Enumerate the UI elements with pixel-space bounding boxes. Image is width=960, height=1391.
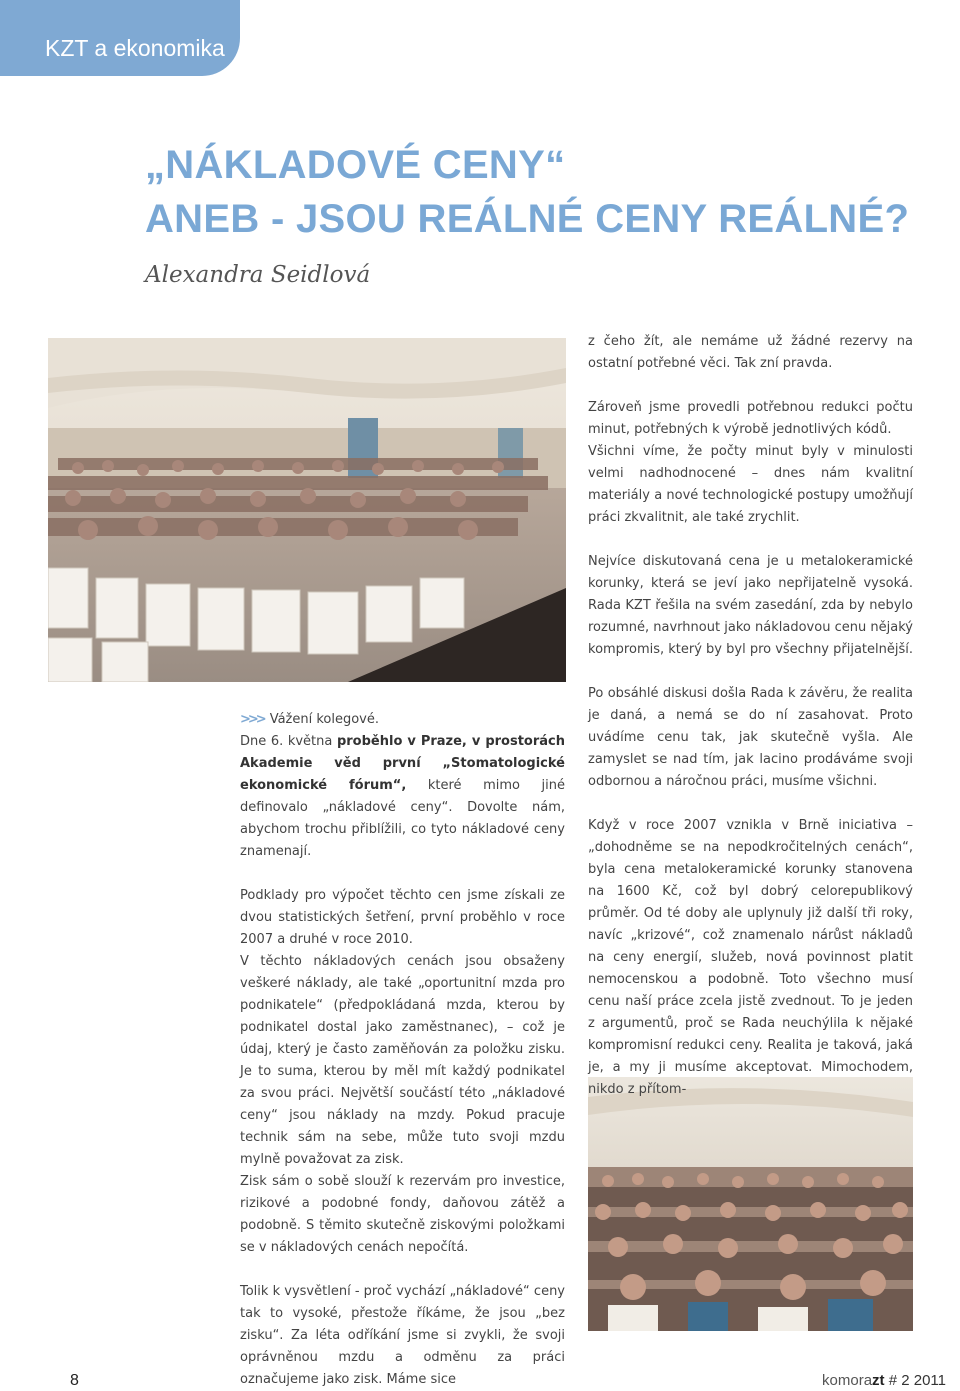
issue-info: # 2 2011 — [884, 1372, 946, 1389]
article-title — [145, 138, 925, 246]
paragraph: z čeho žít, ale nemáme už žádné rezervy na ostatní potřebné věci. Tak zní pravda. — [588, 334, 913, 371]
section-tab — [0, 0, 240, 76]
brand-name-bold: zt — [872, 1372, 885, 1389]
paragraph: Tolik k vysvětlení - proč vychází „nákladové“ ceny tak to vysoké, přestože říkáme, že jsou „bez zisku“. Za léta odříkání jsme si zvykli, že svoji oprávněnou mzdu a odměnu za práci označujeme jako zisk. Máme sice — [240, 1284, 565, 1387]
paragraph: Po obsáhlé diskusi došla Rada k závěru, že realita je daná, a nemá se do ní zasahovat. Proto uvádíme cenu tak, jak skutečně vyšla. Ale zamyslet se nad tím, jak lacino prodáváme svoji odbornou a náročnou práci, musíme všichni. — [588, 686, 913, 789]
brand-name: komora — [822, 1372, 873, 1389]
intro-text-continued: které mimo jiné definovalo „nákladové ceny“. Dovolte nám, abychom trochu přiblížili, co tyto nákladové ceny znamenají. — [240, 778, 566, 859]
right-text-column — [588, 331, 913, 1101]
intro-paragraph — [240, 731, 565, 863]
title-line-2: ANEB - JSOU REÁLNÉ CENY REÁLNÉ? — [145, 197, 910, 241]
audience-closeup-photo — [588, 1077, 913, 1331]
greeting-line — [240, 709, 565, 731]
paragraph: Když v roce 2007 vznikla v Brně iniciativa – „dohodněme se na nepodkročitelných cenách“, byla cena metalokeramické korunky stanovena na 1600 Kč, což byl dobrý celorepublikový průměr. Od té doby ale uplynuly již další tři roky, navíc „krizové“, což znamenalo nárůst nákladů na ceny energií, služeb, nová povinnost platit nemocenskou a podobně. Toto všechno musí cenu naší práce zcela jistě zvednout. To je jeden z argumentů, proč se Rada neuchýlila k nějaké kompromisní redukci ceny. Realita je taková, jaká je, a my ji musíme akceptovat. Mimochodem, nikdo z přítom- — [588, 818, 913, 1097]
magazine-footer — [822, 1372, 946, 1389]
conference-audience-photo — [48, 338, 566, 682]
paragraph: Zároveň jsme provedli potřebnou redukci počtu minut, potřebných k výrobě jednotlivých kódů. — [588, 400, 913, 437]
page-number: 8 — [70, 1372, 79, 1389]
intro-text: Dne 6. května — [240, 734, 337, 749]
arrows-icon: >>> — [240, 712, 264, 727]
left-text-column — [240, 709, 565, 1391]
paragraph: V těchto nákladových cenách jsou obsaženy veškeré náklady, ale také „oportunitní mzda pro podnikatele“ (předpokládaná mzda, kterou by podnikatel dostal jako zaměstnanec), – což je údaj, který je často zaměňován za položku zisku. Je to suma, kterou by měl mít každý podnikatel za svou práci. Největší součástí této „nákladové ceny“ jsou náklady na mzdy. Pokud pracuje technik sám na sebe, může tuto svoji mzdu mylně považovat za zisk. — [240, 954, 565, 1167]
title-line-1: „NÁKLADOVÉ CENY“ — [145, 143, 566, 187]
greeting: Vážení kolegové. — [269, 712, 380, 727]
section-label: KZT a ekonomika — [45, 35, 225, 61]
paragraph: Podklady pro výpočet těchto cen jsme získali ze dvou statistických šetření, první proběhlo v roce 2007 a druhé v roce 2010. — [240, 888, 565, 947]
paragraph: Všichni víme, že počty minut byly v minulosti velmi nadhodnocené – dnes nám kvalitní materiály a nové technologické postupy umožňují práci zkvalitnit, ale také zrychlit. — [588, 444, 913, 525]
paragraph: Zisk sám o sobě slouží k rezervám pro investice, rizikové a podobné fondy, daňovou zátěž a podobně. S těmito skutečně ziskovými položkami se v nákladových cenách nepočítá. — [240, 1174, 565, 1255]
paragraph: Nejvíce diskutovaná cena je u metalokeramické korunky, která se jeví jako nepřijatelně vysoká. Rada KZT řešila na svém zasedání, zda by nebylo rozumné, navrhnout jako nákladovou cenu nějaký kompromis, který by byl pro všechny přijatelnější. — [588, 554, 913, 657]
intro-bold-text: proběhlo v Praze, v prostorách Akademie věd první „Stomatologické ekonomické fórum“, — [240, 734, 565, 793]
article-author: Alexandra Seidlová — [145, 262, 371, 288]
